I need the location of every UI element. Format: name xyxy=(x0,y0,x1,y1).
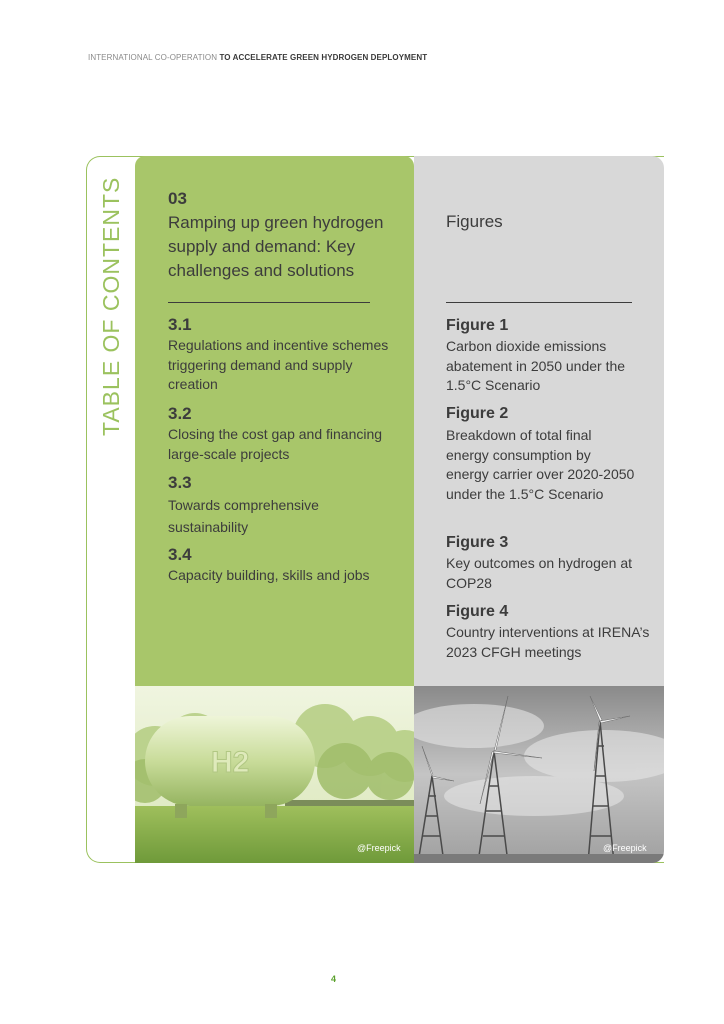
figures-heading: Figures xyxy=(446,212,503,231)
wind-turbines-photo xyxy=(414,686,664,863)
header-light-text: INTERNATIONAL CO-OPERATION xyxy=(88,53,218,62)
tank-h2-text: H2 xyxy=(211,746,250,779)
hydrogen-tank-photo xyxy=(135,686,414,863)
figure-4-label[interactable]: Figure 4 xyxy=(446,603,509,620)
page-number: 4 xyxy=(331,974,337,984)
section-title-3-3[interactable]: Towards comprehensive sustainability xyxy=(168,497,319,535)
section-number-3-4[interactable]: 3.4 xyxy=(168,545,192,564)
left-photo-credit: @Freepick xyxy=(357,843,401,853)
figure-1-title[interactable]: Carbon dioxide emissions abatement in 2050 under the 1.5°C Scenario xyxy=(446,338,626,393)
toc-vertical-title: TABLE OF CONTENTS xyxy=(98,176,124,436)
section-number-3-3[interactable]: 3.3 xyxy=(168,473,192,492)
right-photo-credit: @Freepick xyxy=(603,843,647,853)
figure-2-title[interactable]: Breakdown of total final energy consumption by energy carrier over 2020-2050 under the 1.5°C Scenario xyxy=(446,427,635,502)
section-title-3-4[interactable]: Capacity building, skills and jobs xyxy=(168,567,370,583)
section-title-3-1[interactable]: Regulations and incentive schemes triggering demand and supply creation xyxy=(168,337,389,392)
figure-3-label[interactable]: Figure 3 xyxy=(446,534,509,551)
figure-3-title[interactable]: Key outcomes on hydrogen at COP28 xyxy=(446,555,633,591)
figure-2-label[interactable]: Figure 2 xyxy=(446,405,509,422)
section-title-3-2[interactable]: Closing the cost gap and financing large-scale projects xyxy=(168,426,383,462)
figure-1-label[interactable]: Figure 1 xyxy=(446,317,509,334)
chapter-title[interactable]: Ramping up green hydrogen supply and demand: Key challenges and solutions xyxy=(168,213,384,280)
section-number-3-2[interactable]: 3.2 xyxy=(168,404,192,423)
header-bold-text: TO ACCELERATE GREEN HYDROGEN DEPLOYMENT xyxy=(219,53,428,62)
section-number-3-1[interactable]: 3.1 xyxy=(168,315,192,334)
chapter-number: 03 xyxy=(168,189,187,208)
figure-4-title[interactable]: Country interventions at IRENA’s 2023 CFGH meetings xyxy=(446,624,650,660)
figures-divider xyxy=(446,302,632,303)
running-header xyxy=(88,53,427,62)
chapter-divider xyxy=(168,302,370,303)
